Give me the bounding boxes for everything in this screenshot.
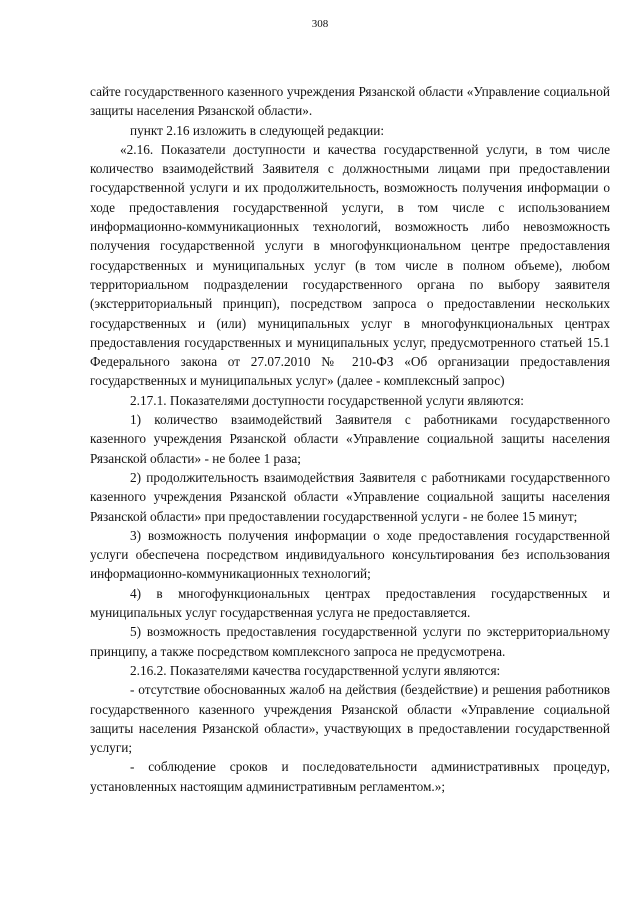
document-body [90,82,610,796]
paragraph: пункт 2.16 изложить в следующей редакции: [130,122,385,138]
list-item: 1) количество взаимодействий Заявителя с работниками государственного казенного учреждения Рязанской области «Управление социальной защиты населения Рязанской области» - не более 1 раза; [90,412,610,466]
paragraph: «2.16. Показатели доступности и качества государственной услуги, в том числе количество взаимодействий Заявителя с должностными лицами при предоставлении государственной услуги и их продолжительность, возможность получения информации о ходе предоставления государственной услуги, в том числе с использованием информационно-коммуникационных технологий, возможность либо невозможность получения государственной услуги в многофункциональном центре предоставления государственных и муниципальных услуг (в том числе в полном объеме), любом территориальном подразделении государственного органа по выбору заявителя (экстерриториальный принцип), посредством запроса о предоставлении нескольких государственных и (или) муниципальных услуг в многофункциональных центрах предоставления государственных и муниципальных услуг, предусмотренного статьей 15.1 Федерального закона от 27.07.2010 № 210-ФЗ «Об организации предоставления государственных и муниципальных услуг» (далее - комплексный запрос) [90,141,610,389]
page-number: 308 [311,18,329,30]
list-item: - отсутствие обоснованных жалоб на действия (бездействие) и решения работников государственного казенного учреждения Рязанской области «Управление социальной защиты населения Рязанской области», участвующих в предоставлении государственной услуги; [90,682,610,756]
paragraph: 2.17.1. Показателями доступности государственной услуги являются: [130,392,524,408]
list-item: 5) возможность предоставления государственной услуги по экстерриториальному принципу, а также посредством комплексного запроса не предусмотрена. [90,624,610,659]
list-item: - соблюдение сроков и последовательности административных процедур, установленных настоящим административным регламентом.»; [90,759,610,794]
list-item: 2) продолжительность взаимодействия Заявителя с работниками государственного казенного учреждения Рязанской области «Управление социальной защиты населения Рязанской области» при предоставлении государственной услуги - не более 15 минут; [90,469,610,524]
list-item: 3) возможность получения информации о ходе предоставления государственной услуги обеспечена посредством индивидуального консультирования без использования информационно-коммуникационных технологий; [90,527,610,582]
paragraph: сайте государственного казенного учреждения Рязанской области «Управление социальной защиты населения Рязанской области». [90,84,610,119]
list-item: 4) в многофункциональных центрах предоставления государственных и муниципальных услуг государственная услуга не предоставляется. [90,585,610,621]
paragraph: 2.16.2. Показателями качества государственной услуги являются: [130,662,501,678]
